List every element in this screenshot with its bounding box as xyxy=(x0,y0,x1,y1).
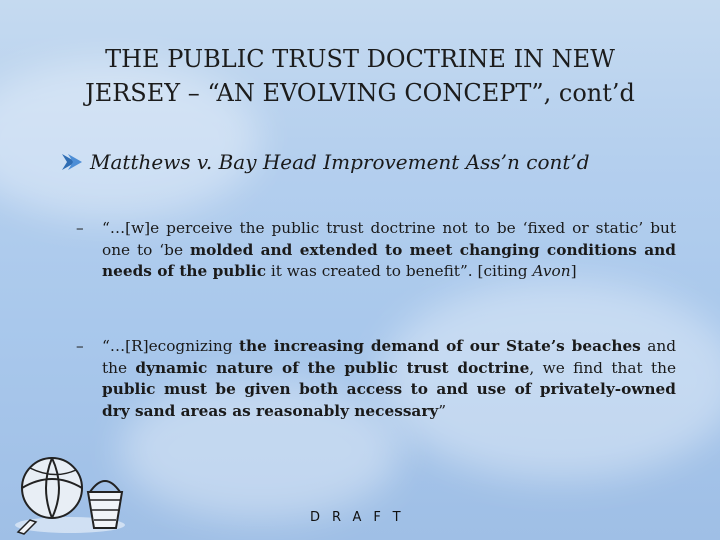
quote-block-1 xyxy=(76,218,676,283)
title-line-1: THE PUBLIC TRUST DOCTRINE IN NEW xyxy=(105,45,615,73)
quote-2-bold-1: the increasing demand of our State’s beaches xyxy=(238,337,641,355)
dash-marker: – xyxy=(76,337,84,355)
draft-watermark: DRAFT xyxy=(310,510,413,525)
quote-2-bold-3: public must be given both access to and use of privately-owned dry sand areas as reasonably necessary xyxy=(102,380,676,420)
quote-2-text xyxy=(102,336,676,422)
quote-2-part-3: , we find that the xyxy=(529,358,677,377)
quote-block-2 xyxy=(76,336,676,422)
arrow-bullet-icon xyxy=(62,152,86,172)
bullet-case-heading xyxy=(62,150,590,174)
quote-1-part-2: it was created to benefit”. [citing xyxy=(266,262,533,280)
quote-2-part-4: ” xyxy=(438,401,447,420)
dash-marker: – xyxy=(76,219,84,237)
quote-2-bold-2: dynamic nature of the public trust doctrine xyxy=(135,358,530,377)
quote-1-bold-1: molded and extended to meet changing conditions and needs of the public xyxy=(102,240,677,280)
quote-1-part-3: ] xyxy=(570,262,577,280)
quote-2-part-2: and the xyxy=(102,337,676,377)
quote-2-part-1: “…[R]ecognizing xyxy=(102,337,239,355)
quote-1-citation: Avon xyxy=(532,262,571,280)
title-line-2: JERSEY – “AN EVOLVING CONCEPT”, cont’d xyxy=(85,79,635,107)
beach-ball-bucket-clipart xyxy=(10,440,130,535)
quote-1-text xyxy=(102,218,676,283)
slide-title xyxy=(30,42,690,110)
case-heading-text: Matthews v. Bay Head Improvement Ass’n cont’d xyxy=(90,150,590,174)
quote-1-part-1: “…[w]e perceive the public trust doctrine not to be ‘fixed or static’ but one to ‘be xyxy=(102,219,676,259)
